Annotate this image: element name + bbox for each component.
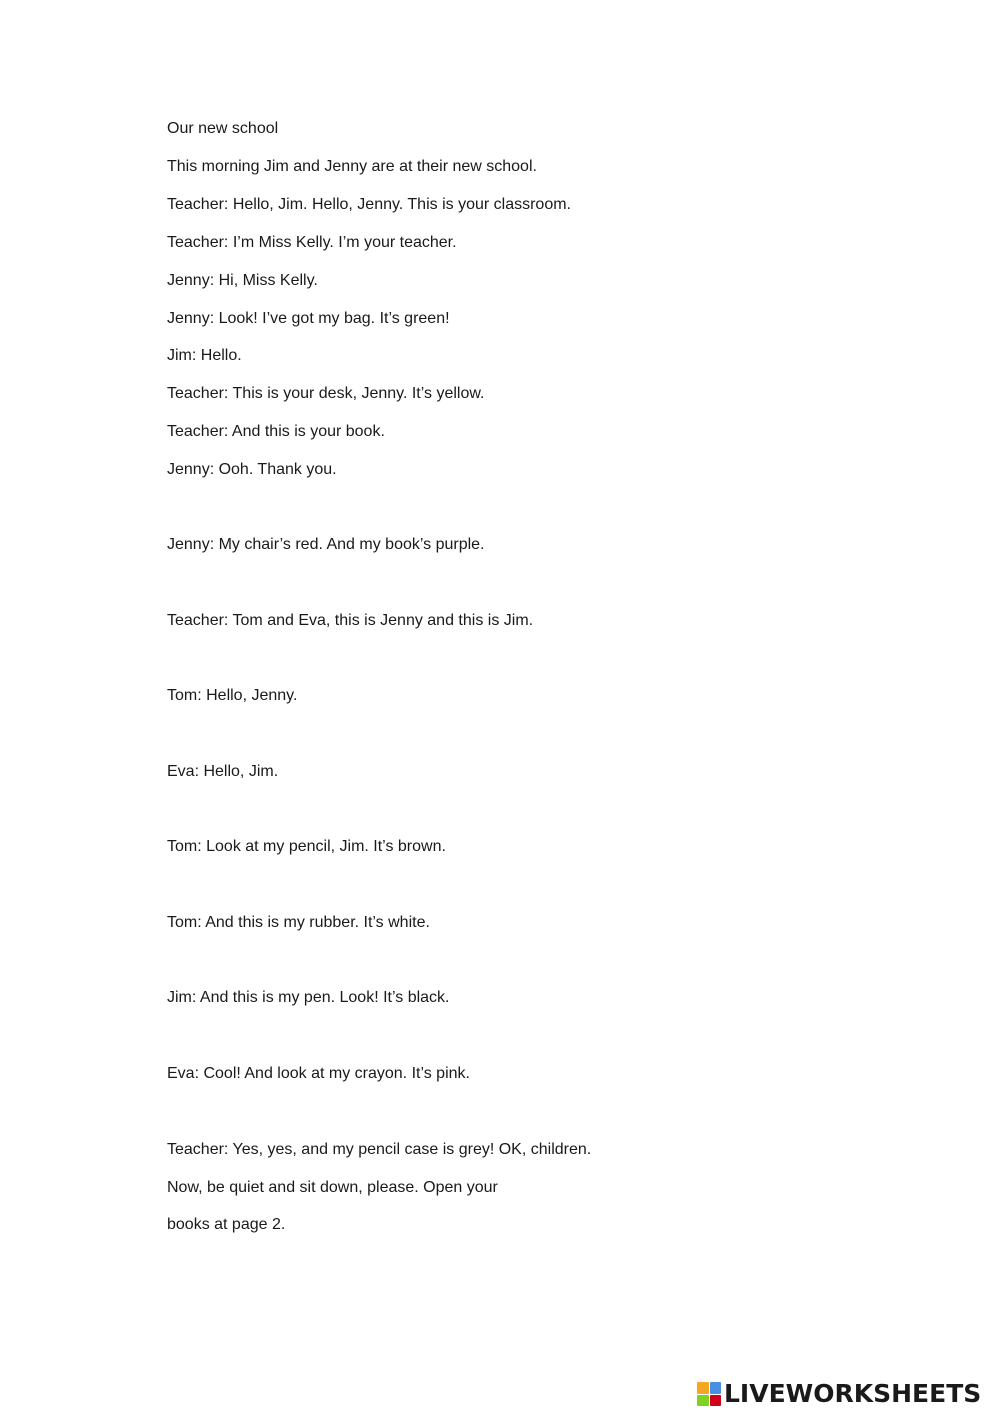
logo-text: LIVEWORKSHEETS — [724, 1379, 982, 1408]
text-line: Jim: And this is my pen. Look! It’s black. — [167, 989, 450, 1006]
text-line: Jenny: My chair’s red. And my book’s purple. — [167, 536, 485, 553]
text-line: Tom: And this is my rubber. It’s white. — [167, 914, 430, 931]
document-title: Our new school — [167, 120, 279, 137]
logo-mark-icon — [697, 1382, 721, 1406]
text-line: Eva: Hello, Jim. — [167, 763, 279, 780]
logo-square — [710, 1382, 722, 1394]
text-line: Teacher: This is your desk, Jenny. It’s yellow. — [167, 385, 485, 402]
text-line: Teacher: And this is your book. — [167, 423, 385, 440]
text-line: Now, be quiet and sit down, please. Open your — [167, 1179, 498, 1196]
logo-square — [697, 1395, 709, 1407]
liveworksheets-logo — [697, 1378, 981, 1410]
logo-square — [710, 1395, 722, 1407]
text-line: This morning Jim and Jenny are at their new school. — [167, 158, 537, 175]
text-line: Eva: Cool! And look at my crayon. It’s pink. — [167, 1065, 470, 1082]
text-line: Teacher: I’m Miss Kelly. I’m your teacher. — [167, 234, 457, 251]
text-line: Tom: Hello, Jenny. — [167, 687, 298, 704]
text-line: books at page 2. — [167, 1216, 286, 1233]
text-line: Teacher: Tom and Eva, this is Jenny and this is Jim. — [167, 612, 534, 629]
text-line: Jim: Hello. — [167, 347, 242, 364]
text-line: Teacher: Hello, Jim. Hello, Jenny. This is your classroom. — [167, 196, 571, 213]
text-line: Teacher: Yes, yes, and my pencil case is grey! OK, children. — [167, 1141, 592, 1158]
text-line: Jenny: Look! I’ve got my bag. It’s green! — [167, 310, 450, 327]
logo-square — [697, 1382, 709, 1394]
text-line: Jenny: Hi, Miss Kelly. — [167, 272, 318, 289]
text-line: Jenny: Ooh. Thank you. — [167, 461, 337, 478]
text-line: Tom: Look at my pencil, Jim. It’s brown. — [167, 838, 446, 855]
